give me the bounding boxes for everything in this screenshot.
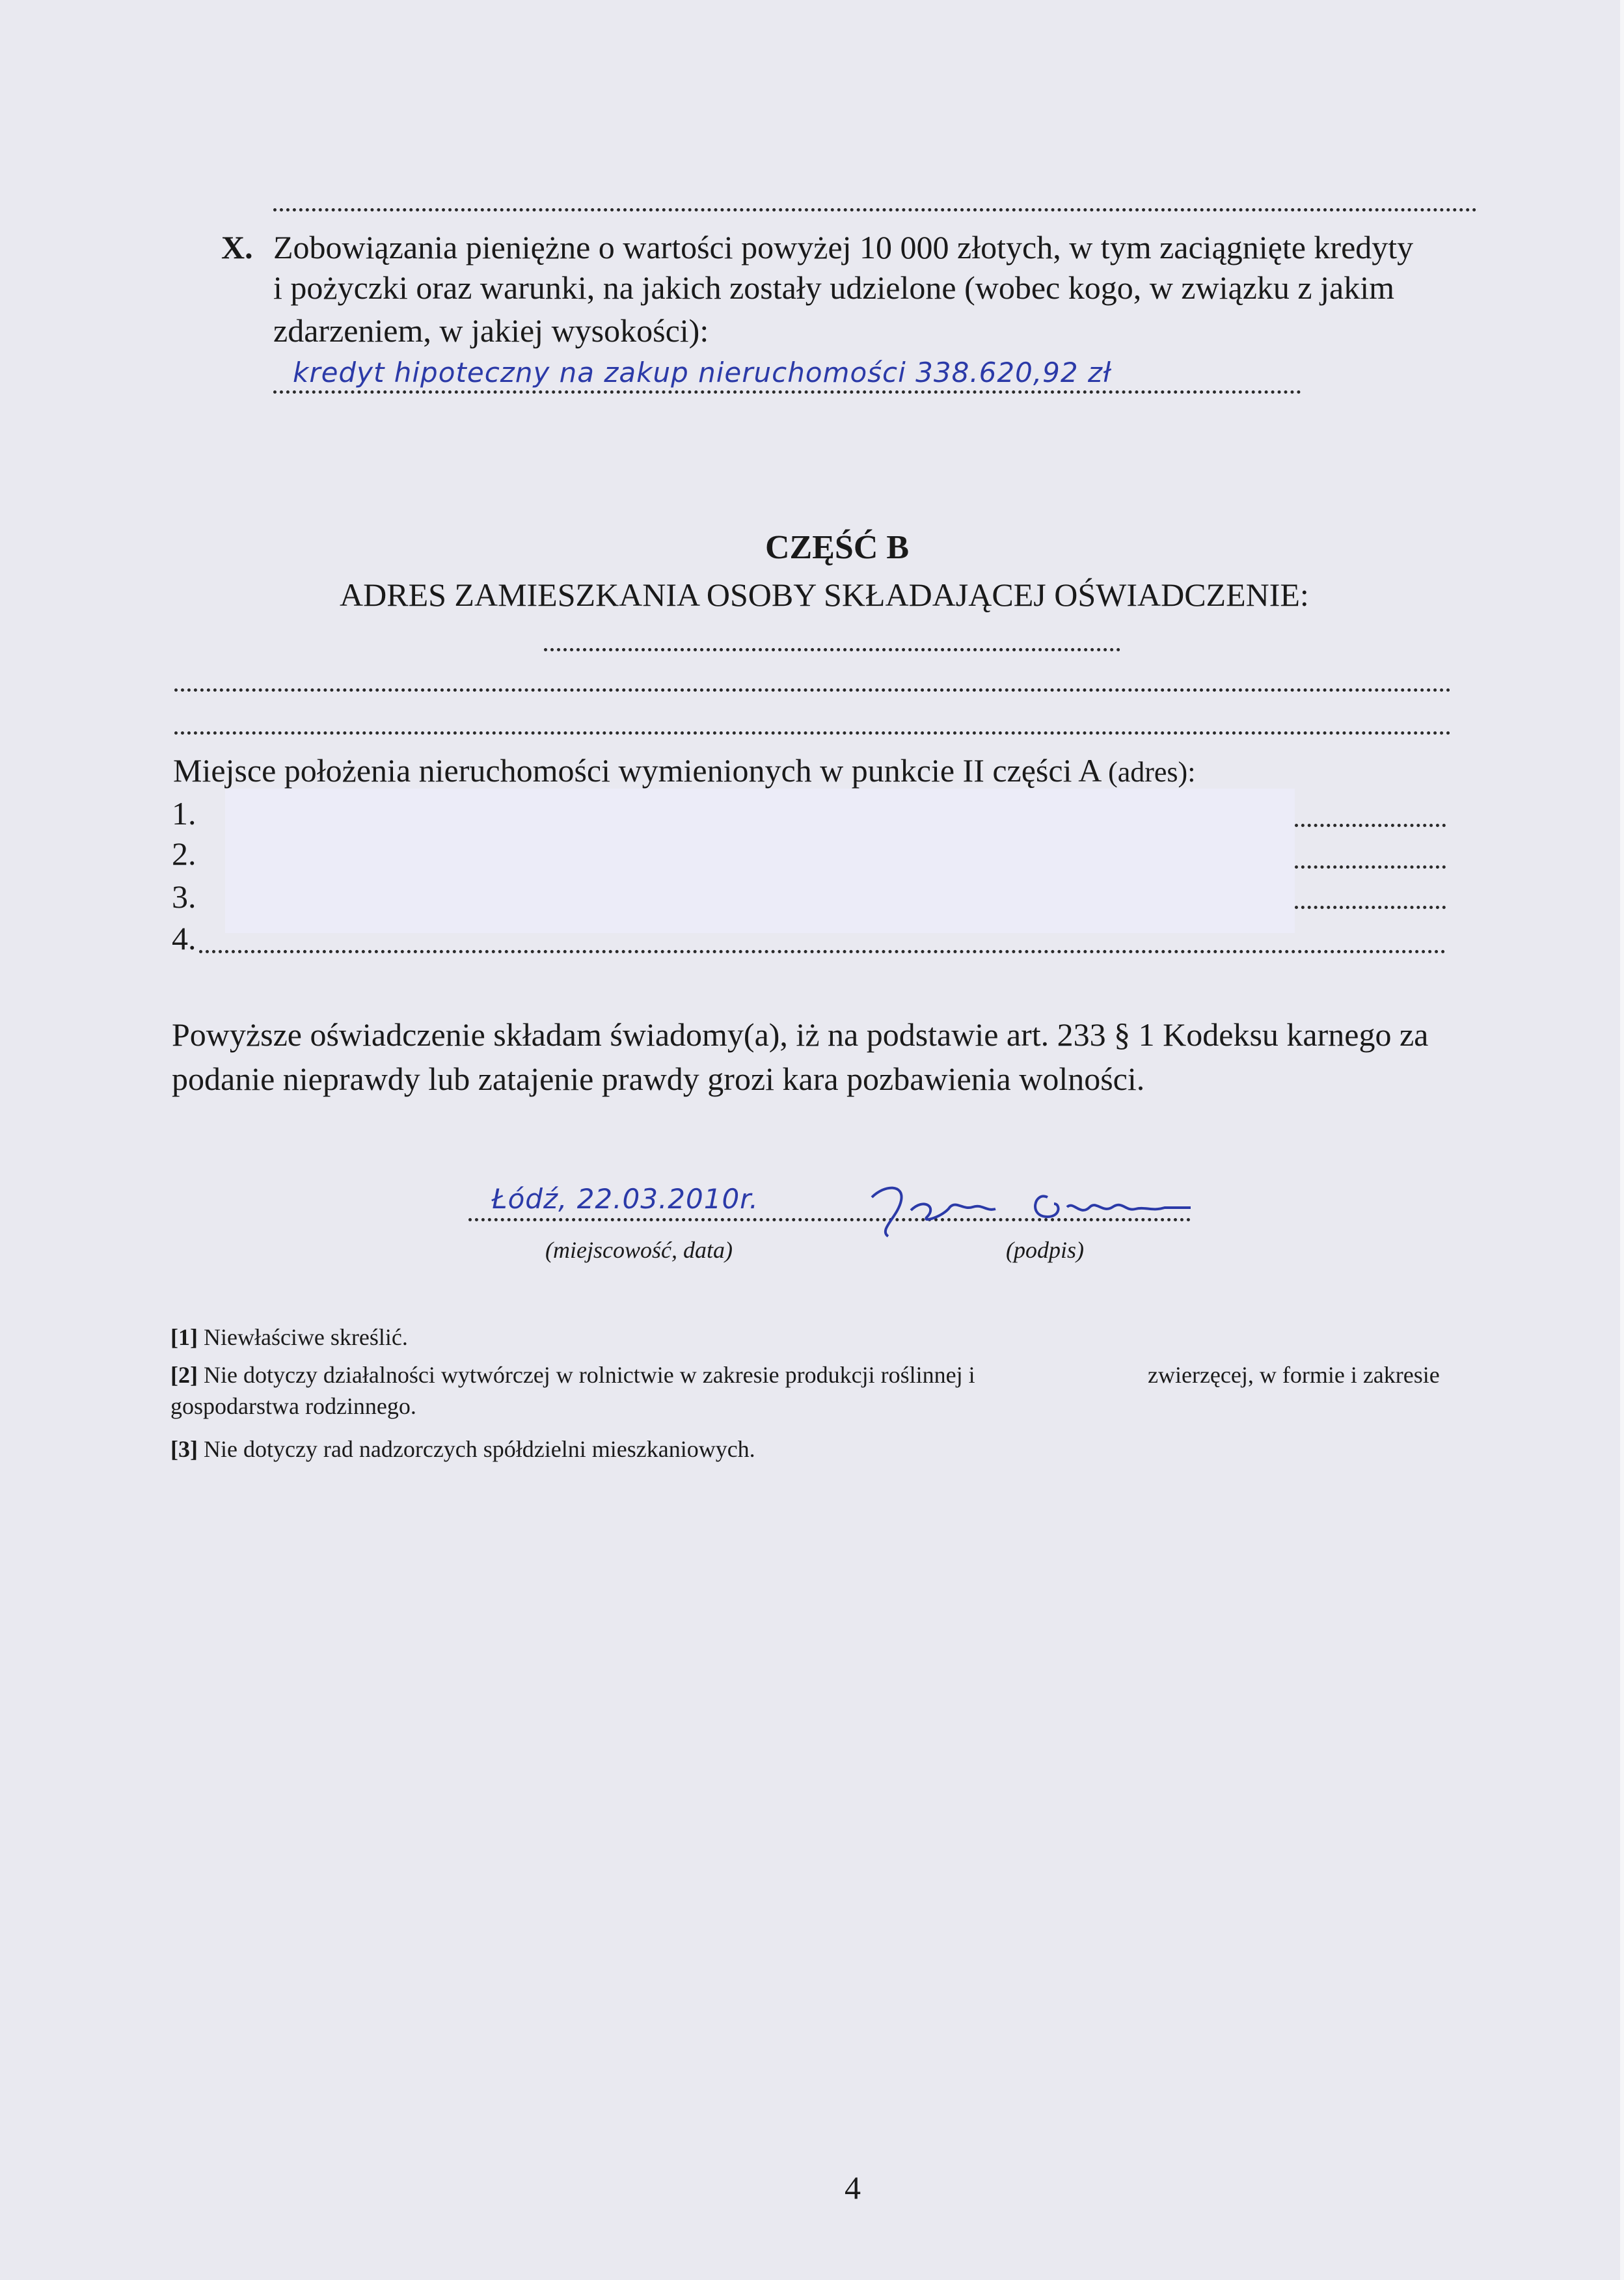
footnote-3-num: [3]	[170, 1436, 198, 1462]
statement-line1: Powyższe oświadczenie składam świadomy(a), iż na podstawie art. 233 § 1 Kodeksu karnego za	[172, 1016, 1429, 1053]
page-number: 4	[845, 2169, 861, 2206]
list-item-number-3: 3.	[172, 878, 196, 915]
signature-mark	[865, 1171, 1204, 1246]
dotted-line-address-3	[174, 731, 1451, 735]
footnote-3	[170, 1434, 755, 1464]
footnote-2-text: Nie dotyczy działalności wytwórczej w rolnictwie w zakresie produkcji roślinnej i	[203, 1362, 975, 1388]
dotted-line-address-1	[544, 648, 1120, 651]
dotted-line-item-2	[1295, 865, 1446, 869]
list-item-number-1: 1.	[172, 795, 196, 832]
place-date-label: (miejscowość, data)	[545, 1237, 733, 1263]
location-label-suffix: (adres):	[1108, 756, 1196, 788]
section-x-line2: i pożyczki oraz warunki, na jakich zostały udzielone (wobec kogo, w związku z jakim	[273, 269, 1394, 306]
dotted-line-item-1	[1295, 824, 1446, 827]
signature-scribble-icon	[865, 1171, 1204, 1243]
part-b-title: CZĘŚĆ B	[765, 529, 910, 566]
section-x-line1: Zobowiązania pieniężne o wartości powyżej 10 000 złotych, w tym zaciągnięte kredyty	[273, 229, 1414, 265]
location-label-main: Miejsce położenia nieruchomości wymienionych w punkcie II części A	[173, 752, 1100, 789]
redaction-box	[225, 789, 1295, 933]
page-edge	[1620, 0, 1624, 2280]
list-item-number-4: 4.	[172, 920, 196, 957]
footnote-1	[170, 1322, 408, 1352]
list-item-number-2: 2.	[172, 835, 196, 872]
footnote-2-num: [2]	[170, 1362, 198, 1388]
section-x-line3: zdarzeniem, w jakiej wysokości):	[273, 312, 709, 349]
statement-line2: podanie nieprawdy lub zatajenie prawdy grozi kara pozbawienia wolności.	[172, 1061, 1145, 1097]
dotted-line-item-3	[1295, 906, 1446, 909]
dotted-line-x-answer	[273, 390, 1301, 394]
signature-label: (podpis)	[1006, 1237, 1084, 1263]
footnote-2	[170, 1360, 975, 1390]
location-label	[173, 750, 1195, 793]
handwritten-place-date: Łódź, 22.03.2010r.	[492, 1183, 759, 1215]
footnote-2-line2: gospodarstwa rodzinnego.	[170, 1393, 416, 1419]
dotted-line-top	[273, 208, 1477, 211]
dotted-line-item-4	[199, 950, 1446, 953]
footnote-2-right: zwierzęcej, w formie i zakresie	[1148, 1362, 1440, 1388]
dotted-line-address-2	[174, 688, 1451, 692]
footnote-1-num: [1]	[170, 1324, 198, 1350]
handwritten-loan: kredyt hipoteczny na zakup nieruchomości 338.620,92 zł	[293, 357, 1112, 388]
footnote-1-text: Niewłaściwe skreślić.	[203, 1324, 408, 1350]
section-x-marker: X.	[221, 229, 253, 265]
part-b-subtitle: ADRES ZAMIESZKANIA OSOBY SKŁADAJĄCEJ OŚWIADCZENIE:	[340, 577, 1309, 613]
footnote-3-text: Nie dotyczy rad nadzorczych spółdzielni mieszkaniowych.	[203, 1436, 755, 1462]
